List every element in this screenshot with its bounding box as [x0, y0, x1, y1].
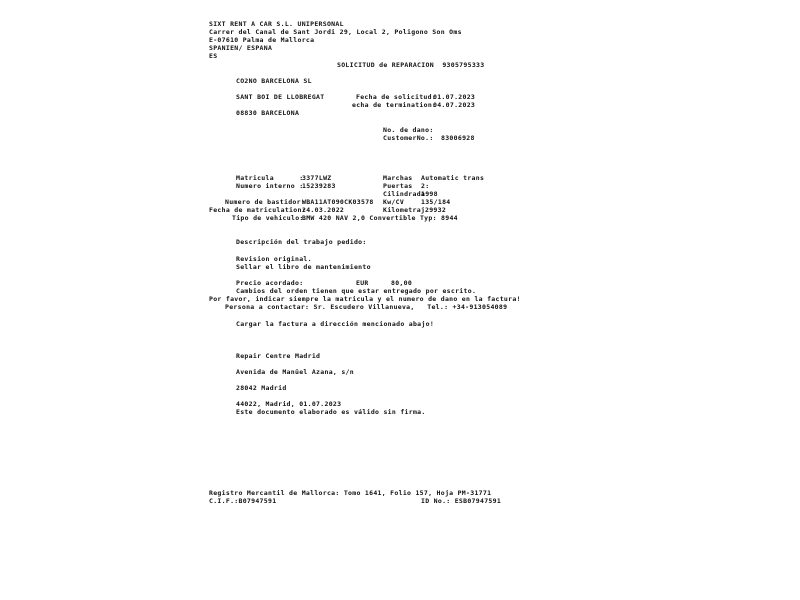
vin-label: Numero de bastidor:	[225, 198, 306, 206]
change-order-note: Cambios del orden tienen que estar entregado por escrito.	[236, 287, 477, 295]
termination-date-label: echa de termination:	[352, 101, 437, 109]
billing-street: Avenida de Manüel Azana, s/n	[236, 368, 354, 376]
contact-person: Persona a contactar: Sr. Escudero Villanueva, Tel.: +34-913054089	[225, 303, 508, 311]
company-country: SPANIEN/ ESPANA	[209, 44, 273, 52]
document-title: SOLICITUD de REPARACION 9305795333	[337, 61, 485, 69]
plate-label: Matricula :	[236, 174, 304, 182]
power-value: 135/184	[421, 198, 451, 206]
doors-value: 2:	[421, 182, 430, 190]
registration-date-label: Fecha de matriculation:	[209, 206, 306, 214]
damage-number-label: No. de dano:	[383, 126, 434, 134]
price-amount: 80,00	[391, 279, 413, 287]
gear-label: Marchas	[383, 174, 413, 182]
displacement-value: 1998	[421, 190, 438, 198]
mileage-label: Kilometraj	[383, 206, 426, 214]
customer-number-value: 83006928	[441, 134, 475, 142]
billing-city: 28042 Madrid	[236, 384, 287, 392]
work-item: Revision original.	[236, 255, 312, 263]
plate-value: 3377LWZ	[302, 174, 332, 182]
invoice-reference-note: Por favor, indicar siempre la matricula y el numero de dano en la factura!	[209, 295, 521, 303]
registration-date-value: 24.03.2022	[302, 206, 345, 214]
power-label: Kw/CV	[383, 198, 405, 206]
billing-name: Repair Centre Madrid	[236, 352, 321, 360]
footer-cif: C.I.F.:B07947591	[209, 497, 277, 505]
displacement-label: Cilindrada	[383, 190, 426, 198]
company-street: Carrer del Canal de Sant Jordi 29, Local 2, Poligono Son Oms	[209, 28, 462, 36]
signature-disclaimer: Este documento elaborado es válido sin firma.	[236, 408, 426, 416]
request-date-label: Fecha de solicitud:	[356, 93, 437, 101]
work-heading: Descripción del trabajo pedido:	[236, 238, 367, 246]
recipient-street: SANT BOI DE LLOBREGAT	[236, 93, 325, 101]
work-item: Sellar el libro de mantenimiento	[236, 263, 371, 271]
company-postal-city: E-07610 Palma de Mallorca	[209, 36, 315, 44]
price-currency: EUR	[356, 279, 369, 287]
footer-registry: Registro Mercantil de Mallorca: Tomo 1641, Folio 157, Hoja PM-31771	[209, 489, 492, 497]
price-label: Precio acordado:	[236, 279, 304, 287]
company-name: SIXT RENT A CAR S.L. UNIPERSONAL	[209, 20, 344, 28]
termination-date-value: 04.07.2023	[433, 101, 476, 109]
invoice-instruction: Cargar la factura a dirección mencionado abajo!	[236, 320, 435, 328]
doors-label: Puertas	[383, 182, 413, 190]
request-date-value: 01.07.2023	[433, 93, 476, 101]
place-date: 44022, Madrid, 01.07.2023	[236, 400, 342, 408]
gear-value: Automatic trans	[421, 174, 485, 182]
recipient-city: 08830 BARCELONA	[236, 109, 300, 117]
internal-number-value: 15239283	[302, 182, 336, 190]
vehicle-type-value: BMW 420 NAV 2,0 Convertible Typ: 8944	[302, 214, 458, 222]
internal-number-label: Numero interno :	[236, 182, 304, 190]
customer-number-label: CustomerNo.:	[383, 134, 434, 142]
recipient-name: CO2NO BARCELONA SL	[236, 77, 312, 85]
vin-value: WBA11AT090CK03578	[302, 198, 374, 206]
vehicle-type-label: Tipo de vehiculo:	[232, 214, 304, 222]
footer-id-number: ID No.: ESB07947591	[421, 497, 502, 505]
mileage-value: 29932	[425, 206, 447, 214]
company-lang: ES	[209, 52, 218, 60]
